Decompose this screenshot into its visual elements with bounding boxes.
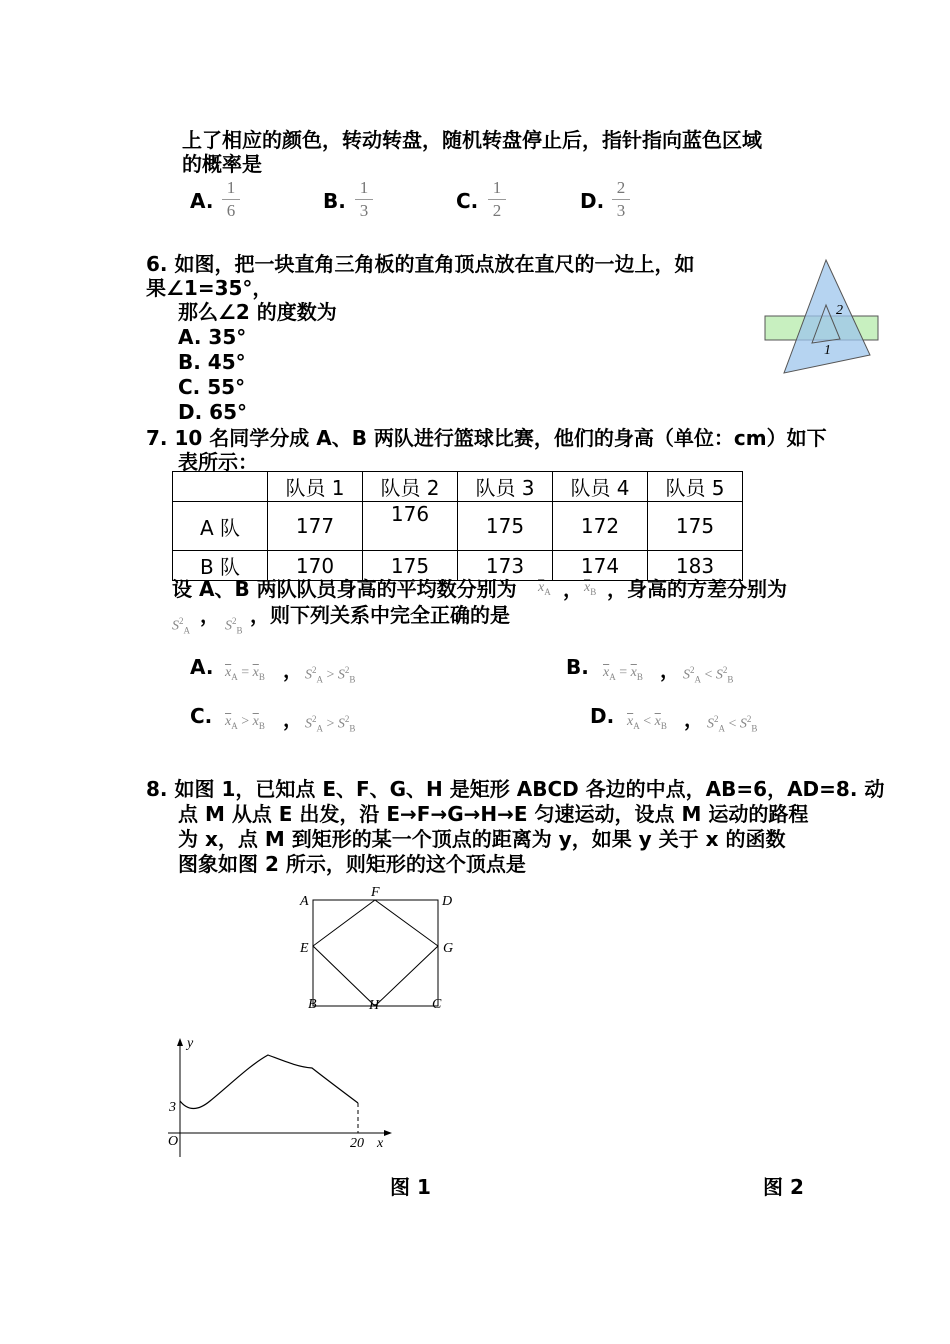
q7-text-line4-sep: ， — [200, 603, 220, 627]
point-g-label: G — [443, 941, 454, 956]
q7-text-line3b: ，身高的方差分别为 — [607, 577, 787, 601]
table-row — [173, 502, 743, 551]
table-cell: 174 — [553, 551, 648, 581]
table-cell: A 队 — [173, 502, 268, 551]
point-d-label: D — [442, 894, 453, 909]
table-header-cell: 队员 4 — [553, 472, 648, 502]
q7-option-c-label: C. — [190, 704, 213, 728]
q5-option-b-label: B. — [323, 189, 346, 213]
table-cell: 173 — [458, 551, 553, 581]
q7-option-b-comma: ， — [660, 658, 680, 682]
q8-text-line2: 点 M 从点 E 出发，沿 E→F→G→H→E 匀速运动，设点 M 运动的路程 — [178, 802, 809, 826]
q5-option-c-label: C. — [456, 189, 479, 213]
q7-text-line4: ，则下列关系中完全正确的是 — [250, 603, 510, 627]
q6-text-line3: 那么∠2 的度数为 — [178, 300, 337, 324]
rhombus-efgh — [313, 900, 438, 1006]
q7-option-c-formula: $\overline{x}_A > \overline{x}_B$ — [225, 714, 265, 731]
function-graph-figure-2 — [160, 1035, 400, 1165]
point-e-label: E — [300, 941, 309, 956]
figure-2-caption: 图 2 — [763, 1175, 804, 1199]
q5-option-a-label: A. — [190, 189, 214, 213]
angle-1-label: 1 — [824, 343, 831, 358]
figure-1-caption: 图 1 — [390, 1175, 431, 1199]
point-b-label: B — [308, 997, 317, 1012]
table-cell: 177 — [268, 502, 363, 551]
q6-option-a: A. 35° — [178, 325, 247, 349]
q6-option-c: C. 55° — [178, 375, 246, 399]
y-axis-arrow-icon — [177, 1038, 183, 1046]
x-axis-arrow-icon — [384, 1130, 392, 1136]
q7-text-line3-sep: ， — [563, 577, 583, 601]
q7-option-c-formula2: $S^2_A > S^2_B$ — [305, 714, 356, 734]
q7-option-c-comma: ， — [283, 707, 303, 731]
q7-text-line1: 7. 10 名同学分成 A、B 两队进行篮球比赛，他们的身高（单位：cm）如下 — [146, 426, 827, 450]
q6-text-line1: 6. 如图，把一块直角三角板的直角顶点放在直尺的一边上，如 — [146, 252, 695, 276]
table-cell: 175 — [458, 502, 553, 551]
rectangle-figure-1 — [290, 880, 470, 1020]
table-cell: 170 — [268, 551, 363, 581]
table-row — [173, 551, 743, 581]
q8-text-line3: 为 x，点 M 到矩形的某一个顶点的距离为 y，如果 y 关于 x 的函数 — [178, 827, 786, 851]
q5-text-line1: 上了相应的颜色，转动转盘，随机转盘停止后，指针指向蓝色区域 — [182, 128, 762, 152]
variance-a-symbol: $S^2_A$ — [172, 616, 190, 636]
y-axis-label: y — [187, 1036, 194, 1051]
function-curve — [180, 1055, 358, 1109]
table-header-cell: 队员 3 — [458, 472, 553, 502]
angle-2-label: 2 — [836, 303, 843, 318]
origin-label: O — [168, 1134, 179, 1149]
q6-option-b: B. 45° — [178, 350, 246, 374]
q5-option-a-fraction: 1 6 — [219, 178, 243, 221]
mean-a-symbol: $\overline{x}_A$ — [538, 580, 551, 597]
q5-option-b-fraction: 1 3 — [352, 178, 376, 221]
q6-option-d: D. 65° — [178, 400, 247, 424]
q5-option-d-fraction: 2 3 — [609, 178, 633, 221]
table-header-cell: 队员 1 — [268, 472, 363, 502]
q7-option-d-comma: ， — [684, 707, 704, 731]
q7-option-d-formula: $\overline{x}_A < \overline{x}_B$ — [627, 714, 667, 731]
rectangle-abcd — [313, 900, 438, 1006]
q5-option-d-label: D. — [580, 189, 605, 213]
height-table — [172, 471, 743, 581]
table-cell: 175 — [648, 502, 743, 551]
table-cell: 175 — [363, 551, 458, 581]
q7-option-a-comma: ， — [283, 658, 303, 682]
q7-option-b-formula2: $S^2_A < S^2_B$ — [683, 665, 734, 685]
q7-option-d-label: D. — [590, 704, 615, 728]
q6-text-line2: 果∠1=35°， — [146, 276, 273, 300]
q7-option-d-formula2: $S^2_A < S^2_B$ — [707, 714, 758, 734]
q7-option-a-formula2: $S^2_A > S^2_B$ — [305, 665, 356, 685]
x-end-label: 20 — [350, 1136, 364, 1151]
table-cell: 176 — [363, 502, 458, 551]
table-cell: 183 — [648, 551, 743, 581]
point-a-label: A — [300, 894, 309, 909]
q8-text-line4: 图象如图 2 所示，则矩形的这个顶点是 — [178, 852, 526, 876]
q7-option-b-label: B. — [566, 655, 589, 679]
point-h-label: H — [369, 998, 380, 1013]
table-header-cell: 队员 5 — [648, 472, 743, 502]
x-axis-label: x — [377, 1136, 384, 1151]
q5-option-c-fraction: 1 2 — [485, 178, 509, 221]
variance-b-symbol: $S^2_B$ — [225, 616, 243, 636]
q8-text-line1: 8. 如图 1，已知点 E、F、G、H 是矩形 ABCD 各边的中点，AB=6，AD=8. 动 — [146, 777, 885, 801]
point-c-label: C — [432, 997, 442, 1012]
q7-option-a-label: A. — [190, 655, 214, 679]
table-cell: 172 — [553, 502, 648, 551]
q7-option-b-formula: $\overline{x}_A = \overline{x}_B$ — [603, 665, 643, 682]
q5-text-line2: 的概率是 — [182, 152, 262, 176]
q6-ruler-triangle-figure — [760, 255, 885, 380]
table-header-row — [173, 472, 743, 502]
y-intercept-label: 3 — [169, 1100, 176, 1115]
q7-text-line2: 表所示： — [178, 450, 258, 474]
point-f-label: F — [371, 885, 380, 900]
q7-option-a-formula: $\overline{x}_A = \overline{x}_B$ — [225, 665, 265, 682]
table-cell: B 队 — [173, 551, 268, 581]
mean-b-symbol: $\overline{x}_B$ — [584, 580, 597, 597]
q7-text-line3a: 设 A、B 两队队员身高的平均数分别为 — [172, 577, 517, 601]
table-header-cell — [173, 472, 268, 502]
table-header-cell: 队员 2 — [363, 472, 458, 502]
